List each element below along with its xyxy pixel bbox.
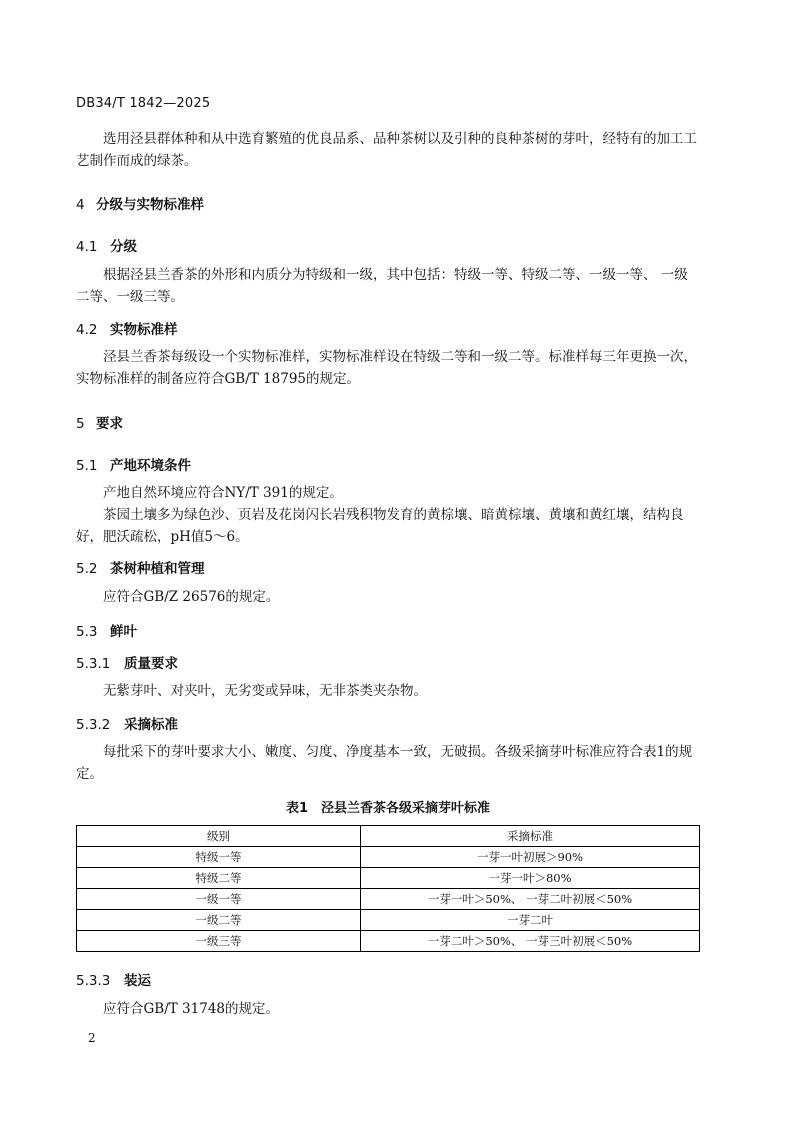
section-5-3-2-heading — [76, 713, 178, 733]
grade-cell: 一级三等 — [77, 931, 361, 952]
intro-paragraph — [76, 128, 700, 172]
section-title: 实物标准样 — [110, 322, 178, 338]
section-5-2-paragraph — [76, 586, 700, 608]
section-number: 5.3.2 — [76, 717, 111, 733]
section-title: 采摘标准 — [124, 717, 178, 733]
section-title: 鲜叶 — [110, 624, 137, 640]
section-4-2-heading — [76, 318, 178, 338]
standard-cell: 一芽一叶＞50%、 一芽二叶初展＜50% — [361, 889, 700, 910]
grade-cell: 一级二等 — [77, 910, 361, 931]
section-5-heading — [76, 412, 123, 432]
standard-cell: 一芽一叶＞80% — [361, 868, 700, 889]
document-code: DB34/T 1842—2025 — [76, 96, 211, 111]
paragraph-text: 根据泾县兰香茶的外形和内质分为特级和一级，其中包括：特级一等、特级二等、一级一等、 一级二等、一级三等。 — [76, 267, 688, 305]
paragraph-text: 应符合GB/T 31748的规定。 — [103, 1001, 279, 1017]
section-title: 分级 — [110, 239, 137, 255]
section-title: 分级与实物标准样 — [96, 197, 204, 213]
section-5-3-heading — [76, 620, 137, 640]
picking-standard-table — [76, 825, 700, 952]
section-number: 5.1 — [76, 458, 98, 474]
table-row — [77, 931, 700, 952]
table-header-row — [77, 826, 700, 847]
page-number: 2 — [88, 1031, 96, 1045]
section-5-3-2-paragraph — [76, 741, 700, 785]
paragraph-text: 无紫芽叶、对夹叶，无劣变或异味，无非茶类夹杂物。 — [103, 683, 427, 699]
section-4-2-paragraph — [76, 346, 700, 390]
table-row — [77, 847, 700, 868]
paragraph-text: 应符合GB/Z 26576的规定。 — [103, 589, 280, 605]
table-caption: 表1 泾县兰香茶各级采摘芽叶标准 — [285, 801, 491, 816]
section-title: 质量要求 — [124, 656, 178, 672]
section-number: 5 — [76, 416, 85, 432]
paragraph-text: 泾县兰香茶每级设一个实物标准样，实物标准样设在特级二等和一级二等。标准样每三年更换一次，实物标准样的制备应符合GB/T 18795的规定。 — [76, 349, 697, 387]
table-row — [77, 868, 700, 889]
section-5-3-1-paragraph — [76, 680, 700, 702]
section-number: 4.1 — [76, 239, 98, 255]
section-title: 要求 — [96, 416, 123, 432]
section-title: 产地环境条件 — [110, 458, 191, 474]
intro-text: 选用泾县群体种和从中选育繁殖的优良品系、品种茶树以及引种的良种茶树的芽叶，经特有的加工工艺制作而成的绿茶。 — [76, 131, 697, 169]
standard-cell: 一芽二叶＞50%、 一芽三叶初展＜50% — [361, 931, 700, 952]
section-5-3-3-paragraph — [76, 998, 700, 1020]
grade-cell: 特级一等 — [77, 847, 361, 868]
section-5-1-paragraph — [76, 482, 700, 548]
column-header-grade: 级别 — [77, 826, 361, 847]
paragraph-text: 茶园土壤多为绿色沙、页岩及花岗闪长岩残积物发育的黄棕壤、暗黄棕壤、黄壤和黄红壤，结构良好，肥沃疏松，pH值5～6。 — [76, 507, 684, 545]
section-number: 5.2 — [76, 561, 98, 577]
standard-cell: 一芽二叶 — [361, 910, 700, 931]
section-number: 5.3 — [76, 624, 98, 640]
section-number: 4 — [76, 197, 85, 213]
paragraph-text: 产地自然环境应符合NY/T 391的规定。 — [103, 485, 343, 501]
section-title: 装运 — [124, 973, 151, 989]
grade-cell: 一级一等 — [77, 889, 361, 910]
paragraph-text: 每批采下的芽叶要求大小、嫩度、匀度、净度基本一致，无破损。各级采摘芽叶标准应符合表1的规定。 — [76, 744, 693, 782]
section-4-heading — [76, 193, 204, 213]
section-5-3-3-heading — [76, 969, 151, 989]
standard-cell: 一芽一叶初展＞90% — [361, 847, 700, 868]
section-5-1-heading — [76, 454, 191, 474]
section-4-1-heading — [76, 235, 137, 255]
section-number: 5.3.1 — [76, 656, 111, 672]
grade-cell: 特级二等 — [77, 868, 361, 889]
section-title: 茶树种植和管理 — [110, 561, 205, 577]
section-5-3-1-heading — [76, 652, 178, 672]
section-4-1-paragraph — [76, 264, 700, 308]
section-number: 5.3.3 — [76, 973, 111, 989]
section-number: 4.2 — [76, 322, 98, 338]
table-row — [77, 910, 700, 931]
column-header-standard: 采摘标准 — [361, 826, 700, 847]
table-row — [77, 889, 700, 910]
section-5-2-heading — [76, 557, 205, 577]
